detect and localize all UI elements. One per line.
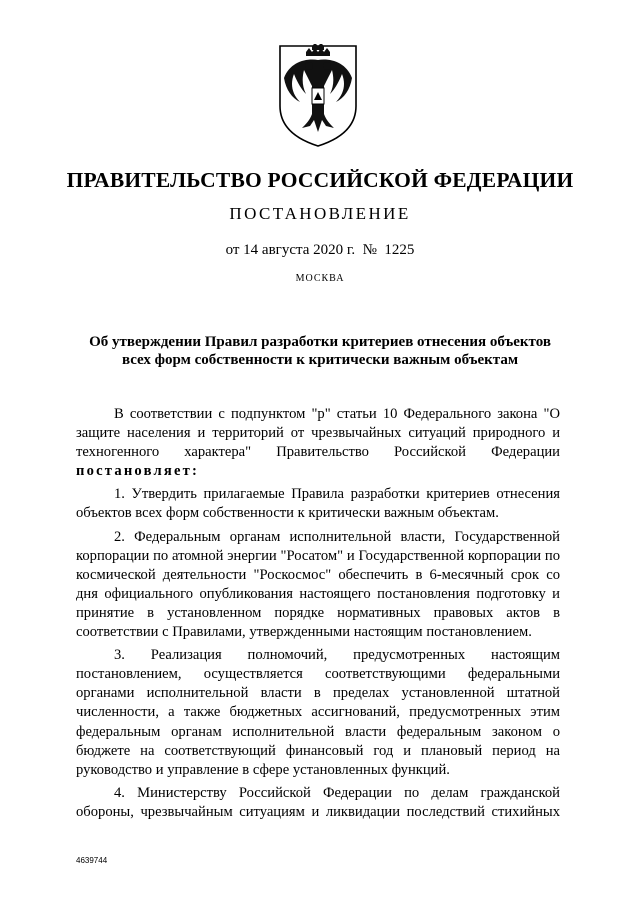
russian-coat-of-arms-icon [276,44,360,148]
clause-2-paragraph: 2. Федеральным органам исполнительной власти, Государственной корпорации по атомной энергии "Росатом" и Государственной корпорации по космической деятельности "Роскосмос" обеспечить в 6-месячный срок со дня официального опубликования настоящего постановления подготовку и принятие в установленном порядке нормативных правовых актов в соответствии с Правилами, утвержденными настоящим постановлением. [76,528,560,641]
preamble-paragraph: В соответствии с подпунктом "р" статьи 10 Федерального закона "О защите населения и территорий от чрезвычайных ситуаций природного и техногенного характера" Правительство Российской Федерации [76,406,560,461]
document-city: МОСКВА [295,273,345,284]
document-title-line-2: всех форм собственности к критически важным объектам [121,352,519,368]
document-body [76,405,560,822]
document-type: ПОСТАНОВЛЕНИЕ [229,204,411,223]
document-date-number: от 14 августа 2020 г. № 1225 [225,242,415,258]
resolution-word-paragraph [76,462,560,481]
clause-4-paragraph: 4. Министерству Российской Федерации по делам гражданской обороны, чрезвычайным ситуациям и ликвидации последствий стихийных [76,784,560,820]
document-title [70,333,570,369]
clause-1-paragraph: 1. Утвердить прилагаемые Правила разработки критериев отнесения объектов всех форм собственности к критически важным объектам. [76,486,560,522]
document-title-line-1: Об утверждении Правил разработки критериев отнесения объектов [89,334,551,350]
clause-3-paragraph: 3. Реализация полномочий, предусмотренных настоящим постановлением, осуществляется соответствующими федеральными органами исполнительной власти в пределах установленной штатной численности, а также бюджетных ассигнований, предусмотренных этим федеральным органам исполнительной власти федеральным законом о бюджете на соответствующий финансовый год и плановый период на руководство и управление в сфере установленных функций. [76,647,560,778]
resolution-word: постановляет: [76,463,200,480]
government-name: ПРАВИТЕЛЬСТВО РОССИЙСКОЙ ФЕДЕРАЦИИ [66,168,574,192]
document-id: 4639744 [76,856,108,865]
